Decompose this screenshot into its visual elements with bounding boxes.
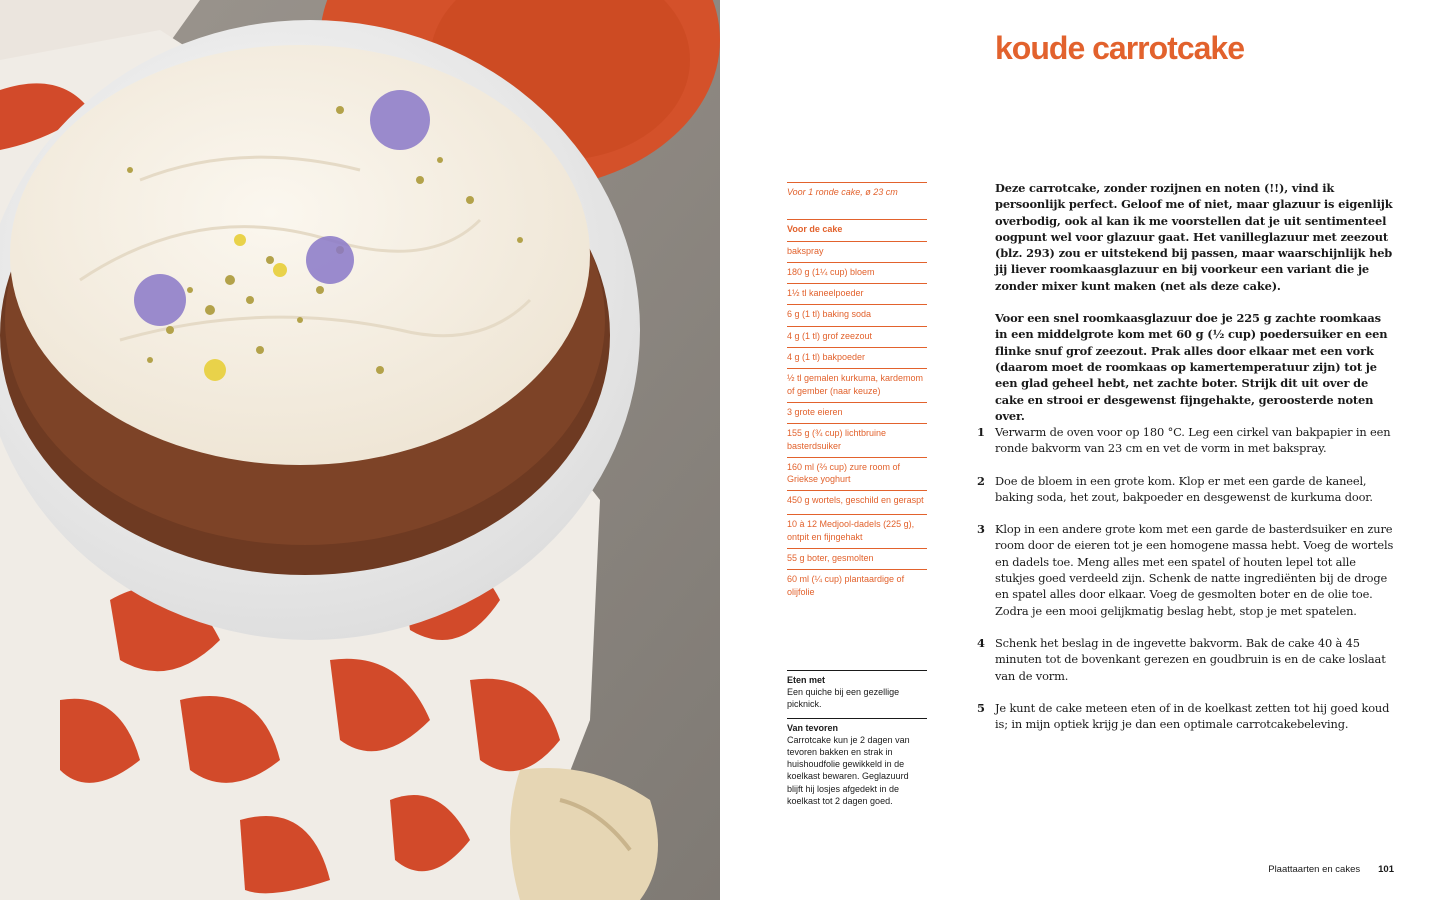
ingredient-item: bakspray [787, 241, 927, 262]
step-number: 5 [977, 700, 985, 715]
page-number: 101 [1378, 864, 1394, 875]
method-step [977, 473, 1397, 506]
ingredient-item: 55 g boter, gesmolten [787, 548, 927, 569]
method-step [977, 635, 1397, 684]
serves-note: Voor 1 ronde cake, ø 23 cm [787, 182, 927, 204]
ingredient-item: 4 g (1 tl) grof zeezout [787, 326, 927, 347]
ingredient-item: 160 ml (⅔ cup) zure room of Griekse yoghurt [787, 457, 927, 491]
ingredient-item: 3 grote eieren [787, 402, 927, 423]
ingredient-item: 1½ tl kaneelpoeder [787, 283, 927, 304]
note-serve-with [787, 670, 927, 711]
intro-paragraph: Deze carrotcake, zonder rozijnen en noten (!!), vind ik persoonlijk perfect. Geloof me of niet, maar glazuur is eigenlijk overbodig, ook al kan ik me voorstellen dat je uit sentimenteel oogpunt wel voor glazuur gaat. Het vanilleglazuur met zeezout (blz. 293) zou er uitstekend bij passen, maar waarschijnlijk heb jij liever roomkaasglazuur en bij voorkeur een variant die je zonder mixer kunt maken (net als deze cake). [995, 181, 1393, 293]
ingredient-item: 450 g wortels, geschild en geraspt [787, 490, 927, 514]
ingredient-item: 180 g (1¼ cup) bloem [787, 262, 927, 283]
step-text: Verwarm de oven voor op 180 °C. Leg een cirkel van bakpapier in een ronde bakvorm van 23 cm en vet de vorm in met bakspray. [995, 425, 1391, 456]
recipe-notes [787, 670, 927, 814]
note-make-ahead [787, 718, 927, 808]
ingredient-item: 4 g (1 tl) bakpoeder [787, 347, 927, 368]
method-step [977, 424, 1397, 457]
step-text: Schenk het beslag in de ingevette bakvorm. Bak de cake 40 à 45 minuten tot de bovenkant gerezen en goudbruin is en de cake loslaat van de vorm. [995, 635, 1386, 683]
note-text: Een quiche bij een gezellige picknick. [787, 687, 900, 710]
step-number: 4 [977, 635, 985, 650]
ingredient-item: 60 ml (¼ cup) plantaardige of olijfolie [787, 569, 927, 603]
intro-paragraph: Voor een snel roomkaasglazuur doe je 225 g zachte roomkaas in een middelgrote kom met 60 g (½ cup) poedersuiker en een flinke snuf grof zeezout. Prak alles door elkaar met een vork (daarom moet de roomkaas op kamertemperatuur zijn) tot je een glad geheel hebt, net zachte boter. Strijk dit uit over de cake en strooi er desgewenst fijngehakte, geroosterde noten over. [995, 311, 1388, 423]
note-heading: Van tevoren [787, 722, 839, 733]
ingredient-item: 6 g (1 tl) baking soda [787, 304, 927, 325]
page-footer [1268, 864, 1394, 875]
ingredients-heading: Voor de cake [787, 219, 927, 240]
step-number: 2 [977, 473, 985, 488]
ingredient-item: ½ tl gemalen kurkuma, kardemom of gember (naar keuze) [787, 368, 927, 402]
step-number: 3 [977, 522, 985, 537]
ingredients-list [787, 182, 927, 603]
step-text: Je kunt de cake meteen eten of in de koelkast zetten tot hij goed koud is; in mijn optiek krijg je dan een optimale carrotcakebeleving. [995, 700, 1390, 732]
method-step [977, 700, 1397, 733]
step-text: Doe de bloem in een grote kom. Klop er met een garde de kaneel, baking soda, het zout, bakpoeder en desgewenst de kurkuma door. [995, 473, 1373, 504]
ingredient-item: 10 à 12 Medjool-dadels (225 g), ontpit en fijngehakt [787, 514, 927, 548]
note-heading: Eten met [787, 675, 826, 685]
step-number: 1 [977, 425, 985, 439]
section-name: Plaattaarten en cakes [1268, 864, 1361, 875]
ingredient-item: 155 g (¾ cup) lichtbruine basterdsuiker [787, 423, 927, 457]
page-title: koude carrotcake [995, 30, 1245, 66]
note-text: Carrotcake kun je 2 dagen van tevoren bakken en strak in huishoudfolie gewikkeld in de koelkast bewaren. Geglazuurd blijft hij losjes afgedekt in de koelkast tot 2 dagen goed. [787, 734, 910, 807]
method-steps [977, 424, 1397, 748]
step-text: Klop in een andere grote kom met een garde de basterdsuiker en zure room door de eieren tot je een homogene massa hebt. Voeg de wortels en dadels toe. Meng alles met een spatel of houten lepel tot alle stukjes goed verdeeld zijn. Schenk de natte ingrediënten bij de droge en spatel alles door elkaar. Voeg de gesmolten boter en de olie toe. Zodra je een mooi gelijkmatig beslag hebt, stop je met spatelen. [995, 522, 1394, 618]
intro-text [995, 180, 1395, 440]
method-step [977, 521, 1397, 619]
